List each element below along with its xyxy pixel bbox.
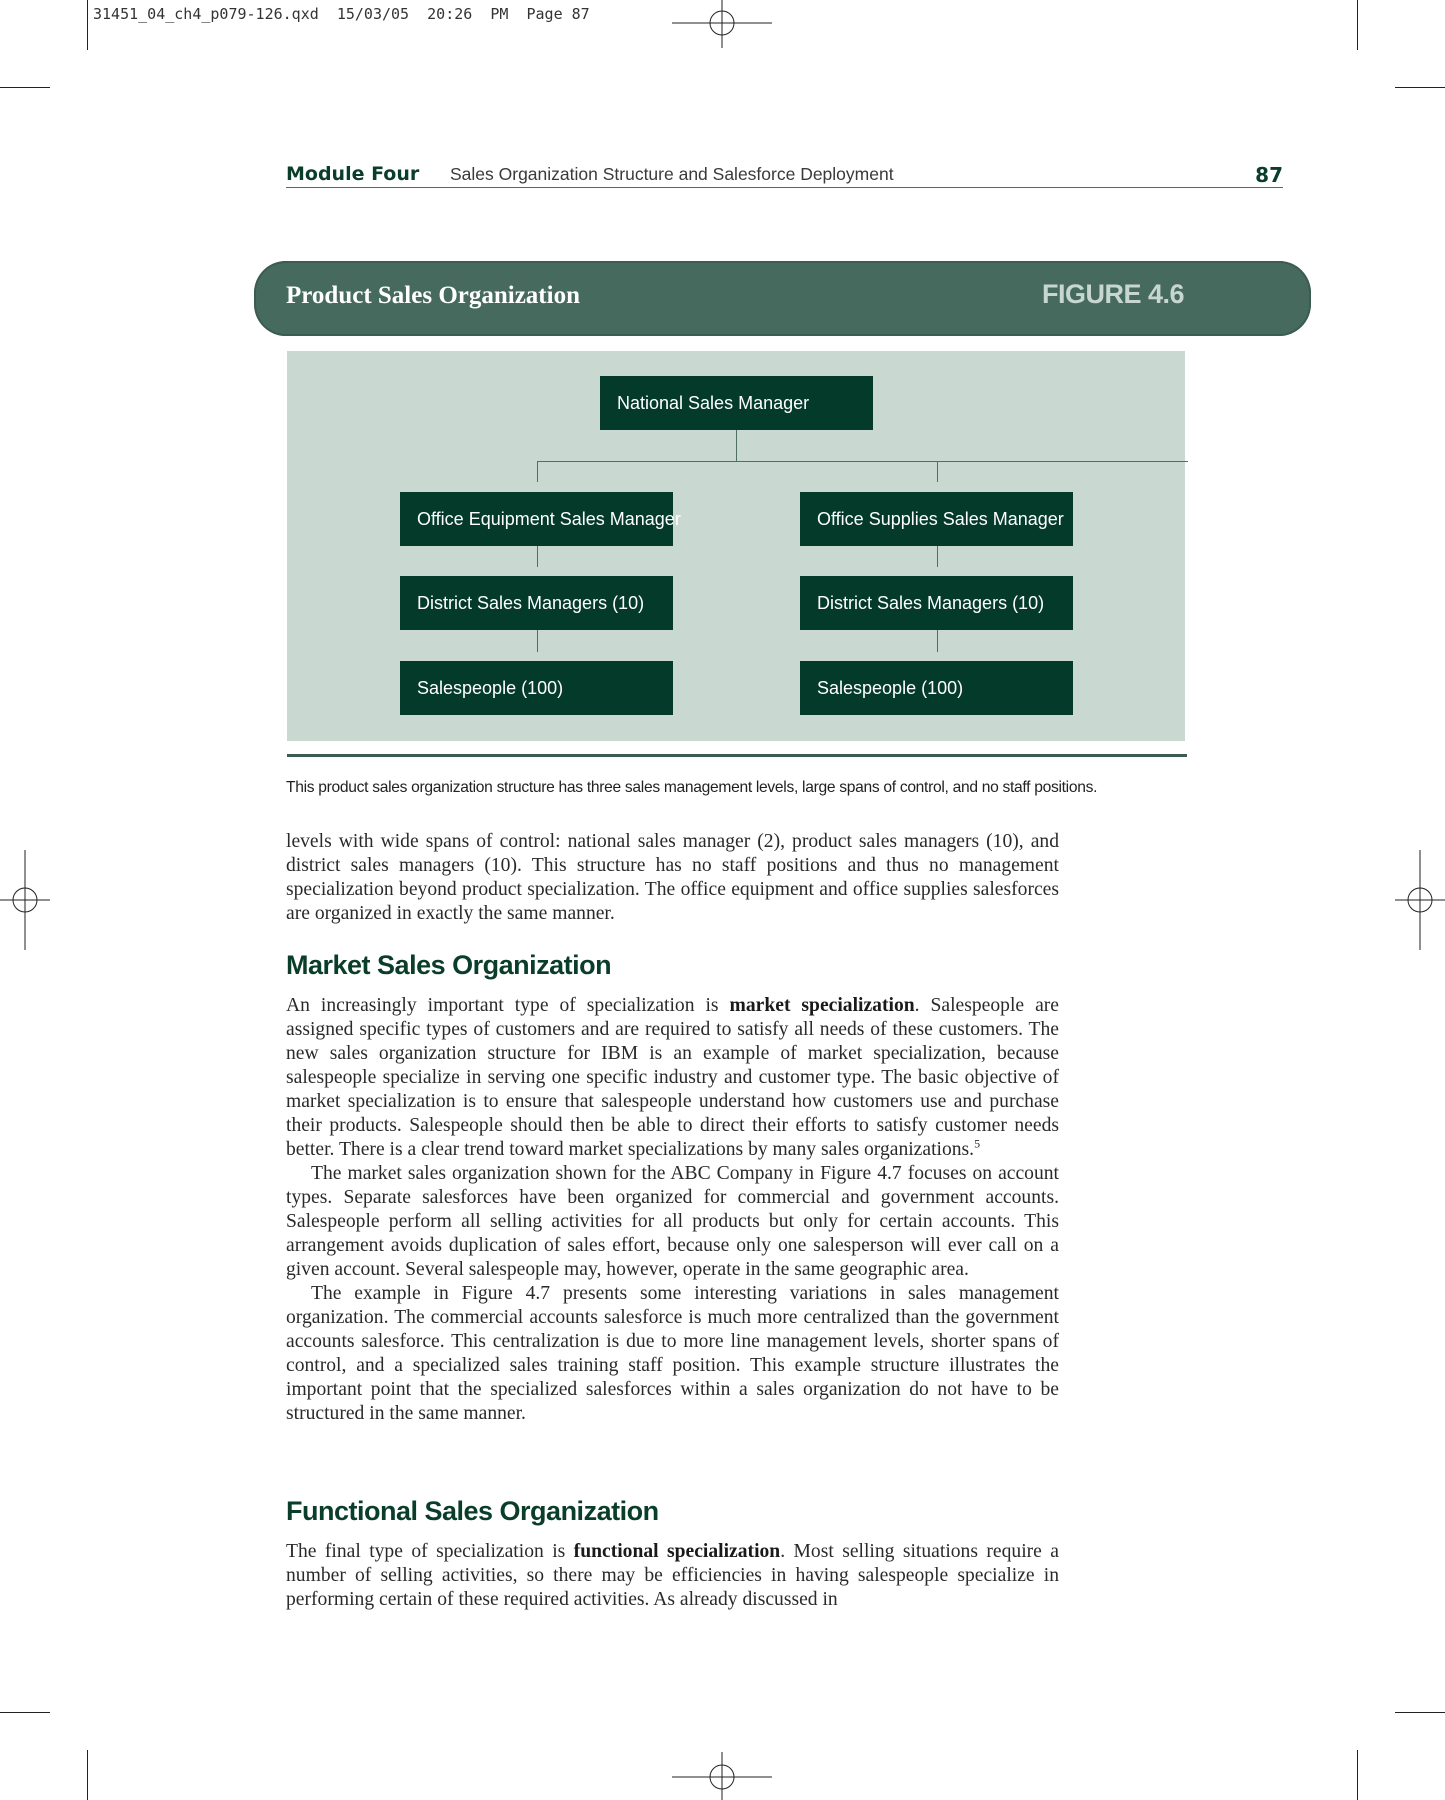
connector-line xyxy=(736,429,737,462)
node-district-sales-managers-left: District Sales Managers (10) xyxy=(400,576,673,630)
printer-slug: 31451_04_ch4_p079-126.qxd 15/03/05 20:26 PM Page 87 xyxy=(93,5,590,23)
node-national-sales-manager: National Sales Manager xyxy=(600,376,873,430)
registration-mark-top xyxy=(672,0,772,50)
running-head xyxy=(286,161,1283,188)
connector-line xyxy=(937,461,938,482)
intro-paragraph-block xyxy=(286,830,1059,926)
figure-title: Product Sales Organization xyxy=(286,282,580,309)
node-district-sales-managers-right: District Sales Managers (10) xyxy=(800,576,1073,630)
figure-caption: This product sales organization structure has three sales management levels, large spans of control, and no staff positions. xyxy=(286,779,1098,796)
registration-mark-left xyxy=(0,850,50,950)
footnote-ref: 5 xyxy=(974,1136,981,1151)
market-paragraph-1 xyxy=(286,994,1059,1162)
org-chart xyxy=(287,351,1185,741)
registration-mark-right xyxy=(1395,850,1445,950)
market-section xyxy=(286,994,1059,1426)
node-salespeople-left: Salespeople (100) xyxy=(400,661,673,715)
functional-sales-organization-heading: Functional Sales Organization xyxy=(286,1496,659,1526)
market-p1-text-a: An increasingly important type of specialization is xyxy=(286,995,730,1016)
market-paragraph-2: The market sales organization shown for the ABC Company in Figure 4.7 focuses on account types. Separate salesforces have been organized for commercial and government accounts. Salespeople perform all selling activities for all products but only for certain accounts. This arrangement avoids duplication of sales effort, because only one salesperson will ever call on a given account. Several salespeople may, however, operate in the same geographic area. xyxy=(286,1163,1059,1280)
connector-line xyxy=(537,461,538,482)
running-head-module: Module Four xyxy=(286,163,420,185)
connector-line xyxy=(537,461,1188,462)
functional-paragraph-1 xyxy=(286,1540,1059,1612)
crop-mark xyxy=(1357,1750,1358,1800)
crop-mark xyxy=(87,1750,88,1800)
market-paragraph-3: The example in Figure 4.7 presents some interesting variations in sales management organization. The commercial accounts salesforce is much more centralized than the government accounts salesforce. This centralization is due to more line management levels, shorter spans of control, and a specialized sales training staff position. This example structure illustrates the important point that the specialized salesforces within a sales organization do not have to be structured in the same manner. xyxy=(286,1283,1059,1424)
registration-mark-bottom xyxy=(672,1750,772,1800)
page-number: 87 xyxy=(1255,163,1283,187)
crop-mark xyxy=(1395,87,1445,88)
market-sales-organization-heading: Market Sales Organization xyxy=(286,950,612,980)
crop-mark xyxy=(1357,0,1358,50)
crop-mark xyxy=(0,1712,50,1713)
market-p1-text-b: . Salespeople are assigned specific types of customers and are required to satisfy all needs of these customers. The new sales organization structure for IBM is an example of market specialization, because salespeople specialize in serving one specific industry and customer type. The basic objective of market specialization is to ensure that salespeople understand how customers use and purchase their products. Salespeople should then be able to direct their efforts to satisfy customer needs better. There is a clear trend toward market specializations by many sales organizations. xyxy=(286,995,1059,1160)
figure-label: FIGURE 4.6 xyxy=(1041,279,1184,309)
node-office-supplies-sales-manager: Office Supplies Sales Manager xyxy=(800,492,1073,546)
functional-section xyxy=(286,1540,1059,1612)
node-office-equipment-sales-manager: Office Equipment Sales Manager xyxy=(400,492,673,546)
node-salespeople-right: Salespeople (100) xyxy=(800,661,1073,715)
functional-specialization-term: functional specialization xyxy=(573,1541,781,1562)
crop-mark xyxy=(1395,1712,1445,1713)
figure-rule xyxy=(287,754,1187,757)
crop-mark xyxy=(87,0,88,50)
running-head-title: Sales Organization Structure and Salesforce Deployment xyxy=(450,164,894,184)
functional-p1-text-a: The final type of specialization is xyxy=(286,1541,574,1562)
functional-p1-text-b: . Most selling situations require a number of selling activities, so there may be efficiencies in having salespeople specialize in performing certain of these required activities. As already discussed in xyxy=(286,1541,1059,1610)
crop-mark xyxy=(0,87,50,88)
figure-banner xyxy=(254,261,1311,336)
market-specialization-term: market specialization xyxy=(729,995,915,1016)
intro-paragraph: levels with wide spans of control: national sales manager (2), product sales managers (10), and district sales managers (10). This structure has no staff positions and thus no management specialization beyond product specialization. The office equipment and office supplies salesforces are organized in exactly the same manner. xyxy=(286,831,1059,924)
